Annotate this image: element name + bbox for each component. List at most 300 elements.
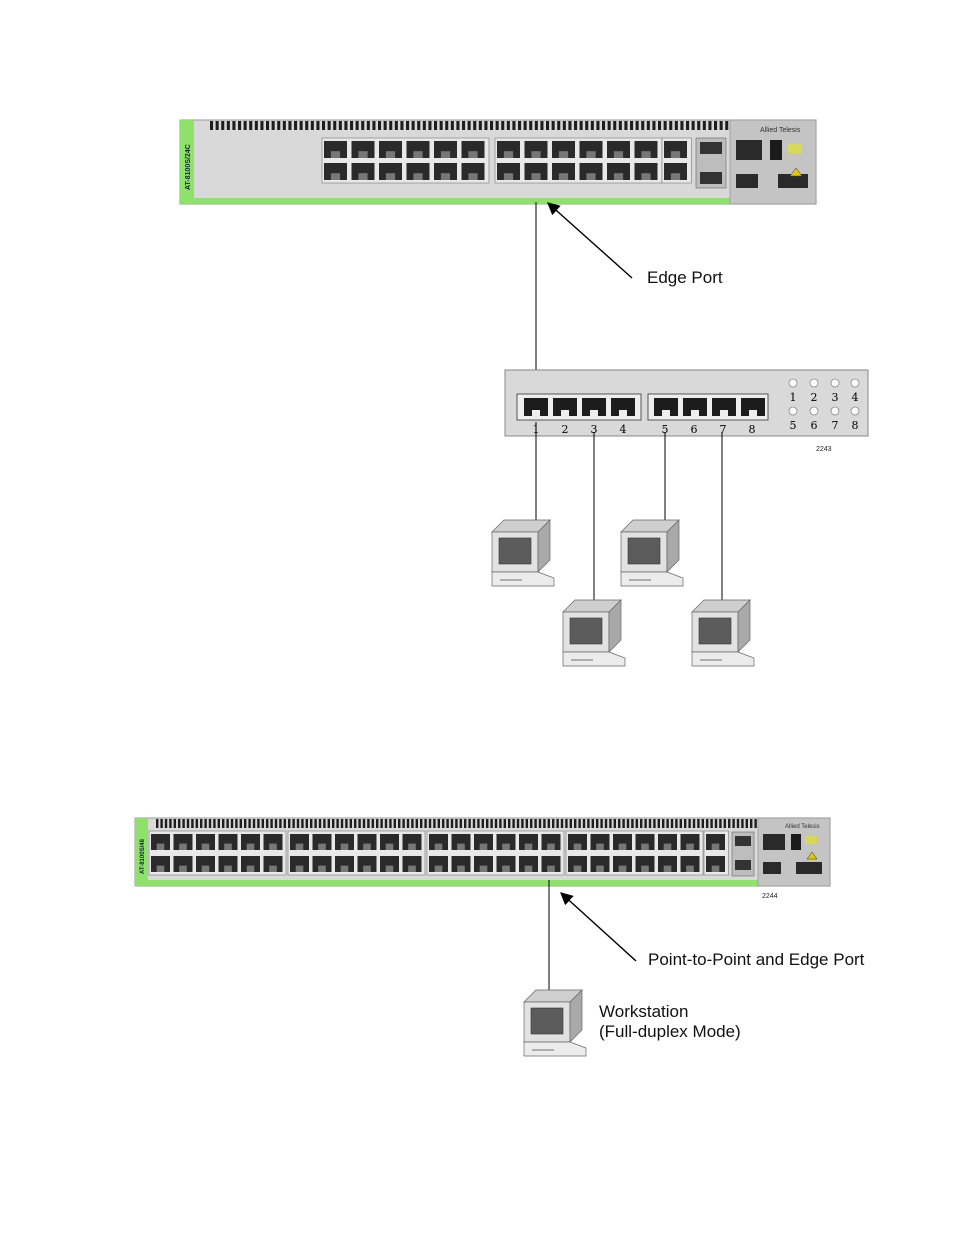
vent-slot — [314, 819, 316, 828]
vent-slot — [174, 819, 176, 828]
port-latch — [720, 410, 728, 416]
port-latch — [386, 173, 395, 180]
vent-slot — [499, 819, 501, 828]
vent-slot — [680, 819, 682, 828]
vent-slot — [305, 121, 308, 130]
vent-slot — [275, 819, 277, 828]
port-latch — [441, 151, 450, 158]
port-latch — [413, 151, 422, 158]
vent-slot — [746, 819, 748, 828]
hub-port-number: 6 — [690, 423, 698, 436]
vent-slot — [666, 819, 668, 828]
vent-slot — [664, 121, 667, 130]
vent-slot — [587, 819, 589, 828]
vent-slot — [244, 819, 246, 828]
vent-slot — [627, 819, 629, 828]
vent-slot — [231, 819, 233, 828]
vent-slot — [512, 819, 514, 828]
workstation-full-duplex — [524, 990, 586, 1056]
vent-slot — [156, 819, 158, 828]
vent-slot — [372, 121, 375, 130]
port-latch — [224, 844, 232, 850]
vent-slot — [526, 819, 528, 828]
hub-led-number: 8 — [851, 419, 859, 432]
hub-led-number: 7 — [831, 419, 839, 432]
vent-slot — [568, 121, 571, 130]
workstation-mode-label: (Full-duplex Mode) — [599, 1022, 741, 1041]
vent-slot — [653, 819, 655, 828]
vent-slot — [583, 819, 585, 828]
port-latch — [179, 866, 187, 872]
vent-slot — [686, 121, 689, 130]
port-latch — [586, 151, 595, 158]
vent-slot — [277, 121, 280, 130]
vent-slot — [464, 819, 466, 828]
port-latch — [386, 151, 395, 158]
vent-slot — [508, 819, 510, 828]
vent-slot — [675, 121, 678, 130]
status-display — [770, 140, 782, 160]
port-latch — [441, 173, 450, 180]
vent-slot — [253, 819, 255, 828]
port-latch — [331, 173, 340, 180]
vent-slot — [591, 121, 594, 130]
vent-slot — [232, 121, 235, 130]
vent-slot — [240, 819, 242, 828]
port-latch — [480, 866, 488, 872]
hub-led — [789, 407, 797, 415]
keyboard-base — [563, 652, 625, 666]
vent-slot — [658, 819, 660, 828]
vent-slot — [301, 819, 303, 828]
edge-port-callout: Edge Port — [647, 268, 723, 287]
vent-slot — [270, 819, 272, 828]
vent-slot — [216, 121, 219, 130]
vent-slot — [416, 819, 418, 828]
vent-slot — [486, 819, 488, 828]
vent-slot — [411, 819, 413, 828]
workstation-icon — [621, 520, 683, 586]
port-latch — [296, 844, 304, 850]
vent-slot — [260, 121, 263, 130]
port-latch — [269, 866, 277, 872]
vent-slot — [350, 121, 353, 130]
status-display — [791, 834, 801, 850]
vent-slot — [724, 819, 726, 828]
vent-slot — [644, 819, 646, 828]
port-latch — [502, 866, 510, 872]
vent-slot — [319, 819, 321, 828]
vent-slot — [400, 121, 403, 130]
vent-slot — [534, 819, 536, 828]
vent-slot — [675, 819, 677, 828]
vent-slot — [697, 819, 699, 828]
hub-port-number: 4 — [619, 423, 627, 436]
port-latch — [596, 844, 604, 850]
vent-slot — [235, 819, 237, 828]
port-latch — [341, 866, 349, 872]
port-latch — [468, 173, 477, 180]
vent-slot — [428, 121, 431, 130]
port-latch — [641, 151, 650, 158]
port-latch — [749, 410, 757, 416]
vent-slot — [750, 819, 752, 828]
vent-slot — [306, 819, 308, 828]
monitor-screen — [499, 538, 531, 564]
port-latch — [671, 151, 680, 158]
vent-slot — [255, 121, 258, 130]
port-latch — [435, 844, 443, 850]
vent-slot — [710, 819, 712, 828]
vent-slot — [473, 121, 476, 130]
vent-slot — [477, 819, 479, 828]
vent-slot — [596, 819, 598, 828]
port-latch — [574, 866, 582, 872]
vent-slot — [209, 819, 211, 828]
vent-slot — [191, 819, 193, 828]
vent-slot — [356, 121, 359, 130]
vent-slot — [596, 121, 599, 130]
vent-slot — [213, 819, 215, 828]
vent-slot — [367, 819, 369, 828]
vent-slot — [311, 121, 314, 130]
vent-slot — [619, 121, 622, 130]
vent-slot — [662, 819, 664, 828]
vent-slot — [468, 121, 471, 130]
hub-led-number: 2 — [810, 391, 818, 404]
switch-model-label: AT-8100S/48 — [140, 839, 146, 874]
vent-slot — [507, 121, 510, 130]
vent-slot — [658, 121, 661, 130]
vent-slot — [385, 819, 387, 828]
port-latch — [614, 151, 623, 158]
edge-port-arrow — [548, 203, 632, 278]
vent-slot — [669, 121, 672, 130]
vent-slot — [692, 121, 695, 130]
brand-logo-text: Allied Telesis — [785, 824, 820, 830]
vent-slot — [376, 819, 378, 828]
vent-slot — [501, 121, 504, 130]
vent-slot — [350, 819, 352, 828]
port-latch — [468, 151, 477, 158]
vent-slot — [221, 121, 224, 130]
port-latch — [296, 866, 304, 872]
vent-slot — [600, 819, 602, 828]
port-latch — [358, 173, 367, 180]
workstations-group — [492, 520, 754, 666]
hub-port-number: 8 — [748, 423, 756, 436]
vent-slot — [218, 819, 220, 828]
vent-slot — [200, 819, 202, 828]
hub-led-number: 5 — [789, 419, 797, 432]
port-latch — [547, 866, 555, 872]
vent-slot — [336, 819, 338, 828]
vent-slot — [310, 819, 312, 828]
workstation-icon — [563, 600, 625, 666]
vent-slot — [423, 121, 426, 130]
port-latch — [590, 410, 598, 416]
hub-led — [810, 407, 818, 415]
vent-slot — [226, 819, 228, 828]
monitor-screen — [699, 618, 731, 644]
vent-slot — [574, 819, 576, 828]
port-latch — [532, 410, 540, 416]
vent-slot — [389, 819, 391, 828]
port-latch — [641, 173, 650, 180]
port-latch — [686, 844, 694, 850]
vent-slot — [614, 819, 616, 828]
vent-slot — [671, 819, 673, 828]
vent-slot — [605, 819, 607, 828]
port-latch — [619, 410, 627, 416]
vent-slot — [169, 819, 171, 828]
hub-led — [851, 379, 859, 387]
keyboard-base — [621, 572, 683, 586]
brand-logo-text: Allied Telesis — [760, 127, 801, 134]
port-latch — [413, 173, 422, 180]
port-latch — [224, 866, 232, 872]
vent-slot — [548, 819, 550, 828]
vent-slot — [473, 819, 475, 828]
vent-slot — [451, 121, 454, 130]
vent-slot — [585, 121, 588, 130]
port-latch — [586, 173, 595, 180]
workstation-icon — [524, 990, 586, 1056]
vent-slot — [341, 819, 343, 828]
vent-slot — [384, 121, 387, 130]
port-latch — [318, 844, 326, 850]
workstation-label: Workstation — [599, 1002, 689, 1021]
vent-slot — [178, 819, 180, 828]
vent-slot — [294, 121, 297, 130]
vent-slot — [257, 819, 259, 828]
port-latch — [596, 866, 604, 872]
vent-slot — [322, 121, 325, 130]
hub-led — [851, 407, 859, 415]
hub-led-number: 1 — [789, 391, 797, 404]
port-latch — [619, 844, 627, 850]
switch-model-label: AT-8100S/24C — [185, 144, 192, 190]
workstation-icon — [492, 520, 554, 586]
vent-slot — [354, 819, 356, 828]
vent-slot — [283, 121, 286, 130]
port-latch — [662, 410, 670, 416]
port-latch — [531, 151, 540, 158]
hub-led-number: 4 — [851, 391, 859, 404]
hub-port-number: 2 — [561, 423, 569, 436]
vent-slot — [249, 121, 252, 130]
vent-slot — [297, 819, 299, 828]
vent-slot — [490, 819, 492, 828]
hub-port-number: 7 — [719, 423, 727, 436]
vent-slot — [556, 819, 558, 828]
port-latch — [691, 410, 699, 416]
vent-slot — [631, 819, 633, 828]
vent-slot — [460, 819, 462, 828]
vent-slot — [361, 121, 364, 130]
vent-slot — [266, 819, 268, 828]
vent-slot — [518, 121, 521, 130]
monitor-screen — [531, 1008, 563, 1034]
port-latch — [641, 866, 649, 872]
vent-slot — [715, 819, 717, 828]
vent-slot — [647, 121, 650, 130]
vent-slot — [456, 121, 459, 130]
vent-slot — [708, 121, 711, 130]
port-latch — [504, 151, 513, 158]
vent-slot — [706, 819, 708, 828]
vent-slot — [565, 819, 567, 828]
vent-slot — [222, 819, 224, 828]
vent-slot — [333, 121, 336, 130]
vent-slot — [684, 819, 686, 828]
port-latch — [386, 844, 394, 850]
port-latch — [712, 844, 720, 850]
vent-slot — [244, 121, 247, 130]
port-latch — [457, 866, 465, 872]
vent-slot — [618, 819, 620, 828]
vent-slot — [339, 121, 342, 130]
vent-slot — [438, 819, 440, 828]
port-latch — [671, 173, 680, 180]
vent-slot — [640, 819, 642, 828]
vent-slot — [574, 121, 577, 130]
port-latch — [547, 844, 555, 850]
port-latch — [525, 866, 533, 872]
vent-slot — [608, 121, 611, 130]
port-latch — [363, 866, 371, 872]
vent-slot — [622, 819, 624, 828]
hub-port-number: 5 — [661, 423, 669, 436]
vent-slot — [440, 121, 443, 130]
vent-slot — [630, 121, 633, 130]
port-latch — [179, 844, 187, 850]
workstation-icon — [692, 600, 754, 666]
monitor-screen — [628, 538, 660, 564]
vent-slot — [328, 819, 330, 828]
port-latch — [559, 173, 568, 180]
port-latch — [619, 866, 627, 872]
vent-slot — [417, 121, 420, 130]
vent-slot — [187, 819, 189, 828]
vent-slot — [546, 121, 549, 130]
console-port — [763, 834, 785, 850]
vent-slot — [557, 121, 560, 130]
vent-grille — [156, 819, 757, 828]
vent-slot — [196, 819, 198, 828]
port-latch — [525, 844, 533, 850]
port-latch — [686, 866, 694, 872]
vent-slot — [578, 819, 580, 828]
keyboard-base — [524, 1042, 586, 1056]
vent-slot — [732, 819, 734, 828]
port-array-24 — [322, 138, 692, 183]
vent-slot — [641, 121, 644, 130]
vent-slot — [424, 819, 426, 828]
vent-slot — [719, 819, 721, 828]
vent-slot — [741, 819, 743, 828]
vent-slot — [378, 121, 381, 130]
vent-slot — [462, 121, 465, 130]
port-latch — [712, 866, 720, 872]
keyboard-base — [492, 572, 554, 586]
vent-slot — [300, 121, 303, 130]
vent-slot — [602, 121, 605, 130]
vent-slot — [725, 121, 728, 130]
hub-port-number: 3 — [590, 423, 598, 436]
vent-slot — [451, 819, 453, 828]
switch-24-port — [180, 120, 816, 204]
vent-slot — [737, 819, 739, 828]
vent-slot — [160, 819, 162, 828]
vent-slot — [535, 121, 538, 130]
vent-slot — [543, 819, 545, 828]
hub-led-number: 6 — [810, 419, 818, 432]
vent-slot — [316, 121, 319, 130]
port-latch — [504, 173, 513, 180]
port-latch — [435, 866, 443, 872]
vent-slot — [344, 121, 347, 130]
vent-slot — [394, 819, 396, 828]
port-latch — [664, 844, 672, 850]
vent-slot — [433, 819, 435, 828]
vent-slot — [358, 819, 360, 828]
switch-48-port — [135, 818, 830, 886]
vent-slot — [624, 121, 627, 130]
vent-slot — [284, 819, 286, 828]
hub-led — [789, 379, 797, 387]
vent-slot — [714, 121, 717, 130]
vent-slot — [279, 819, 281, 828]
vent-slot — [389, 121, 392, 130]
vent-slot — [720, 121, 723, 130]
port-latch — [664, 866, 672, 872]
port-array-48 — [149, 831, 729, 875]
vent-slot — [468, 819, 470, 828]
vent-slot — [529, 121, 532, 130]
vent-slot — [479, 121, 482, 130]
port-latch — [341, 844, 349, 850]
vent-slot — [402, 819, 404, 828]
port-latch — [641, 844, 649, 850]
vent-slot — [363, 819, 365, 828]
vent-slot — [345, 819, 347, 828]
figure-id: 2243 — [816, 446, 832, 453]
vent-slot — [561, 819, 563, 828]
vent-slot — [482, 819, 484, 828]
keyboard-base — [692, 652, 754, 666]
vent-slot — [407, 819, 409, 828]
vent-slot — [517, 819, 519, 828]
vent-slot — [210, 121, 213, 130]
vent-slot — [688, 819, 690, 828]
port-latch — [574, 844, 582, 850]
vent-slot — [248, 819, 250, 828]
hub-led — [831, 379, 839, 387]
vent-slot — [238, 121, 241, 130]
vent-slot — [512, 121, 515, 130]
port-latch — [202, 844, 210, 850]
vent-slot — [484, 121, 487, 130]
vent-slot — [266, 121, 269, 130]
vent-slot — [323, 819, 325, 828]
vent-slot — [609, 819, 611, 828]
port-latch — [202, 866, 210, 872]
vent-slot — [442, 819, 444, 828]
vent-slot — [592, 819, 594, 828]
vent-slot — [496, 121, 499, 130]
vent-slot — [398, 819, 400, 828]
